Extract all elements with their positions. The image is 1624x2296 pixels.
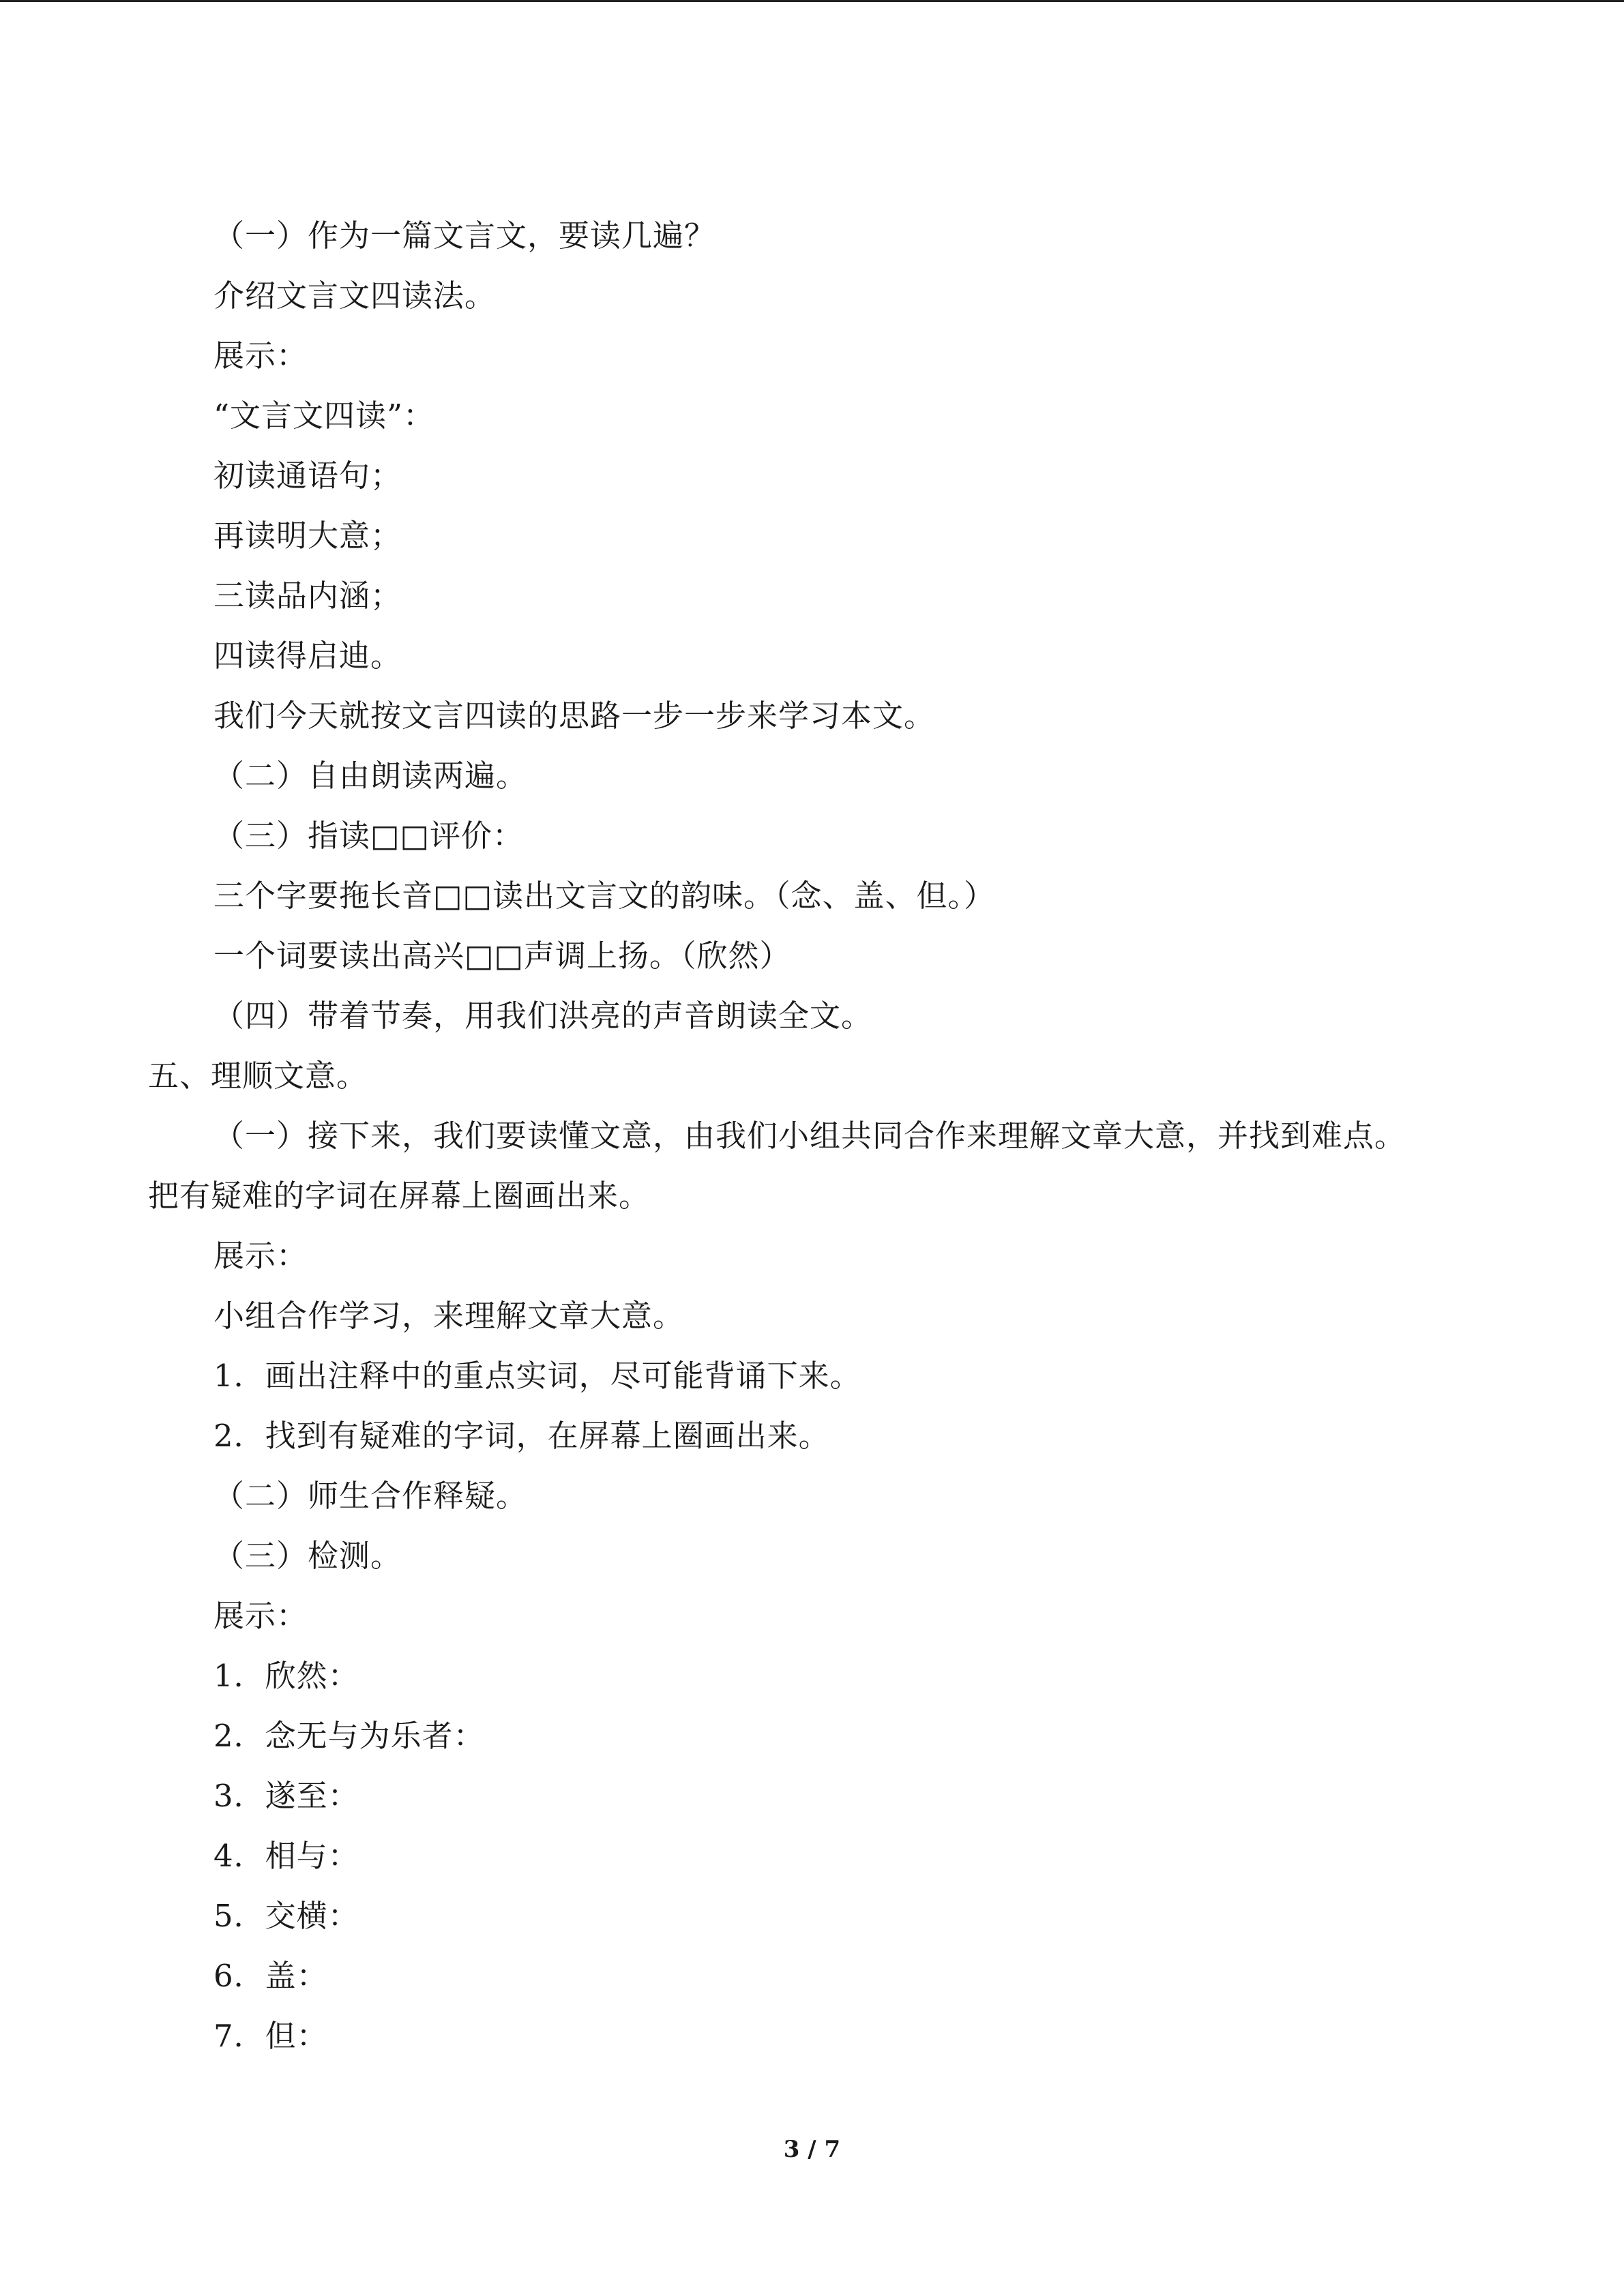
list-item: 2．念无与为乐者：: [213, 1718, 485, 1754]
list-item: 3．遂至：: [213, 1778, 359, 1814]
text-line: 三个字要拖长音□□读出文言文的韵味。（念、盖、但。）: [213, 878, 996, 914]
text-line: （二）自由朗读两遍。: [213, 758, 528, 794]
list-item: 7．但：: [213, 2018, 328, 2054]
list-item: 6．盖：: [213, 1958, 328, 1994]
text-line: （一）接下来，我们要读懂文意，由我们小组共同合作来理解文章大意，并找到难点。: [213, 1118, 1406, 1154]
list-item: 1．欣然：: [213, 1658, 359, 1694]
list-item: 4．相与：: [213, 1838, 359, 1874]
text-line: 展示：: [213, 338, 308, 374]
text-line: 展示：: [213, 1598, 308, 1634]
text-line: 四读得启迪。: [213, 638, 402, 674]
text-line: （一）作为一篇文言文，要读几遍？: [213, 218, 716, 254]
text-line: （四）带着节奏，用我们洪亮的声音朗读全文。: [213, 998, 873, 1034]
text-line: 三读品内涵；: [213, 578, 402, 614]
text-line: 初读通语句；: [213, 458, 402, 494]
text-line: （二）师生合作释疑。: [213, 1478, 528, 1514]
text-line: 小组合作学习，来理解文章大意。: [213, 1298, 685, 1334]
text-line: （三）指读□□评价：: [213, 818, 525, 854]
text-line: 一个词要读出高兴□□声调上扬。（欣然）: [213, 938, 791, 974]
list-item: 1．画出注释中的重点实词，尽可能背诵下来。: [213, 1358, 861, 1394]
text-line: 展示：: [213, 1238, 308, 1274]
text-line-continuation: 把有疑难的字词在屏幕上圈画出来。: [148, 1178, 651, 1214]
page-number: 3 / 7: [783, 2136, 841, 2163]
text-line: 我们今天就按文言四读的思路一步一步来学习本文。: [213, 698, 936, 734]
text-line: （三）检测。: [213, 1538, 402, 1574]
list-item: 2．找到有疑难的字词，在屏幕上圈画出来。: [213, 1418, 830, 1454]
section-heading: 五、理顺文意。: [148, 1058, 368, 1094]
text-line: 介绍文言文四读法。: [213, 278, 497, 314]
list-item: 5．交横：: [213, 1898, 359, 1934]
text-line: 再读明大意；: [213, 518, 402, 554]
text-line: “文言文四读”：: [213, 398, 435, 434]
